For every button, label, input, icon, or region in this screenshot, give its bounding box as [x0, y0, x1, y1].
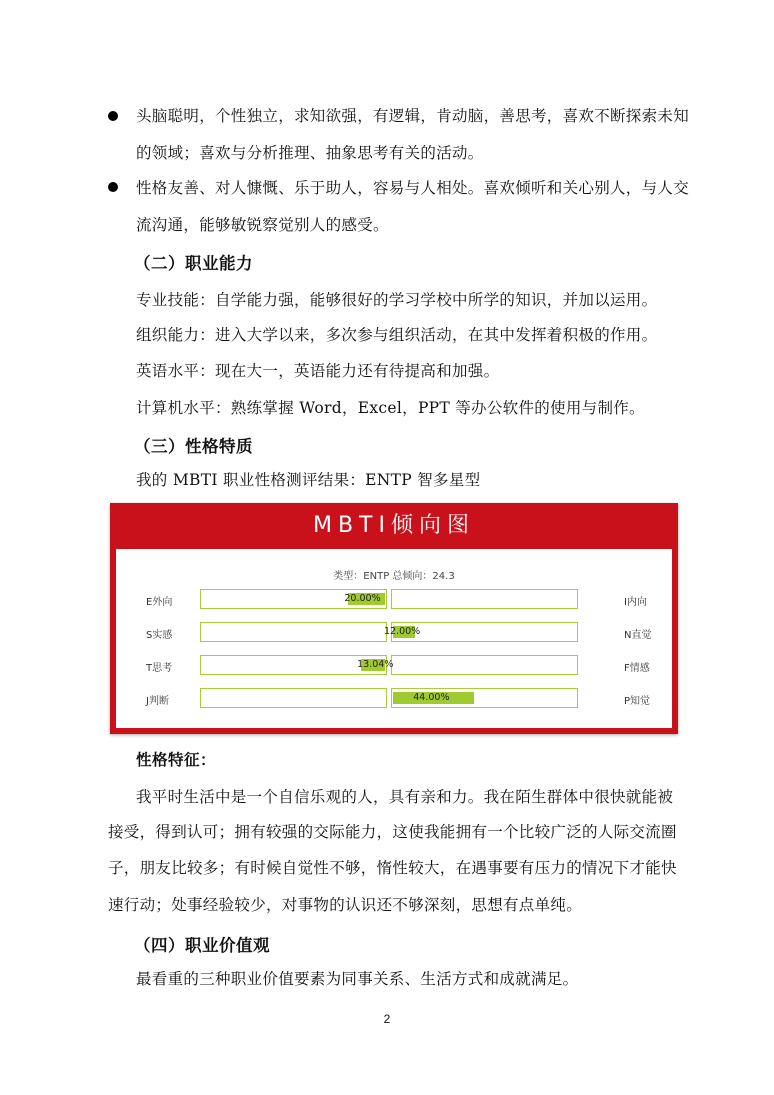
skill-line: 组织能力：进入大学以来，多次参与组织活动，在其中发挥着积极的作用。 — [136, 326, 658, 344]
bullet-text-line: 性格友善、对人慷慨、乐于助人，容易与人相处。喜欢倾听和关心别人，与人交 — [136, 179, 690, 197]
values-text: 最看重的三种职业价值要素为同事关系、生活方式和成就满足。 — [136, 970, 579, 988]
section-heading: （二）职业能力 — [134, 254, 253, 273]
bar-value-label: 12.00% — [383, 626, 421, 637]
dimension-left-label: E外向 — [146, 597, 173, 608]
dimension-left-label: T思考 — [146, 663, 173, 674]
mbti-intro: 我的 MBTI 职业性格测评结果：ENTP 智多星型 — [136, 471, 481, 489]
chart-subtitle: 类型：ENTP 总倾向：24.3 — [333, 571, 455, 582]
skill-line: 计算机水平：熟练掌握 Word，Excel，PPT 等办公软件的使用与制作。 — [136, 399, 645, 417]
mbti-chart — [110, 503, 678, 734]
page-number: 2 — [383, 1012, 391, 1026]
traits-paragraph-line: 子，朋友比较多；有时候自觉性不够，惰性较大，在遇事要有压力的情况下才能快 — [108, 859, 677, 877]
dimension-left-label: J判断 — [146, 696, 169, 707]
dimension-right-label: I内向 — [624, 597, 647, 608]
bar-value-label: 20.00% — [344, 593, 381, 604]
traits-heading: 性格特征： — [136, 751, 217, 769]
dimension-left-label: S实感 — [146, 630, 173, 641]
bullet-marker — [108, 111, 118, 121]
bullet-text-line: 流沟通，能够敏锐察觉别人的感受。 — [136, 216, 389, 234]
section-heading: （四）职业价值观 — [134, 936, 270, 955]
skill-line: 专业技能：自学能力强，能够很好的学习学校中所学的知识，并加以运用。 — [136, 291, 658, 309]
dimension-right-label: P知觉 — [624, 696, 651, 707]
bullet-marker — [108, 182, 118, 192]
skill-line: 英语水平：现在大一，英语能力还有待提高和加强。 — [136, 362, 500, 380]
chart-title: MBTI倾向图 — [312, 513, 475, 538]
bar-value-label: 13.04% — [357, 659, 394, 670]
bar-track — [200, 622, 387, 642]
chart-body — [116, 549, 672, 728]
bullet-text-line: 的领域；喜欢与分析推理、抽象思考有关的活动。 — [136, 144, 484, 162]
bar-track — [391, 655, 578, 675]
traits-paragraph-line: 接受，得到认可；拥有较强的交际能力，这使我能拥有一个比较广泛的人际交流圈 — [108, 823, 677, 841]
dimension-right-label: F情感 — [624, 663, 650, 674]
bar-value-label: 44.00% — [413, 692, 450, 703]
bar-track — [391, 589, 578, 609]
dimension-right-label: N直觉 — [624, 630, 652, 641]
bar-track — [200, 688, 387, 708]
traits-paragraph-line: 我平时生活中是一个自信乐观的人，具有亲和力。我在陌生群体中很快就能被 — [136, 788, 674, 806]
section-heading: （三）性格特质 — [134, 437, 253, 456]
traits-paragraph-line: 速行动；处事经验较少，对事物的认识还不够深刻，思想有点单纯。 — [108, 896, 583, 914]
bullet-text-line: 头脑聪明，个性独立，求知欲强，有逻辑，肯动脑，善思考，喜欢不断探索未知 — [136, 107, 690, 125]
